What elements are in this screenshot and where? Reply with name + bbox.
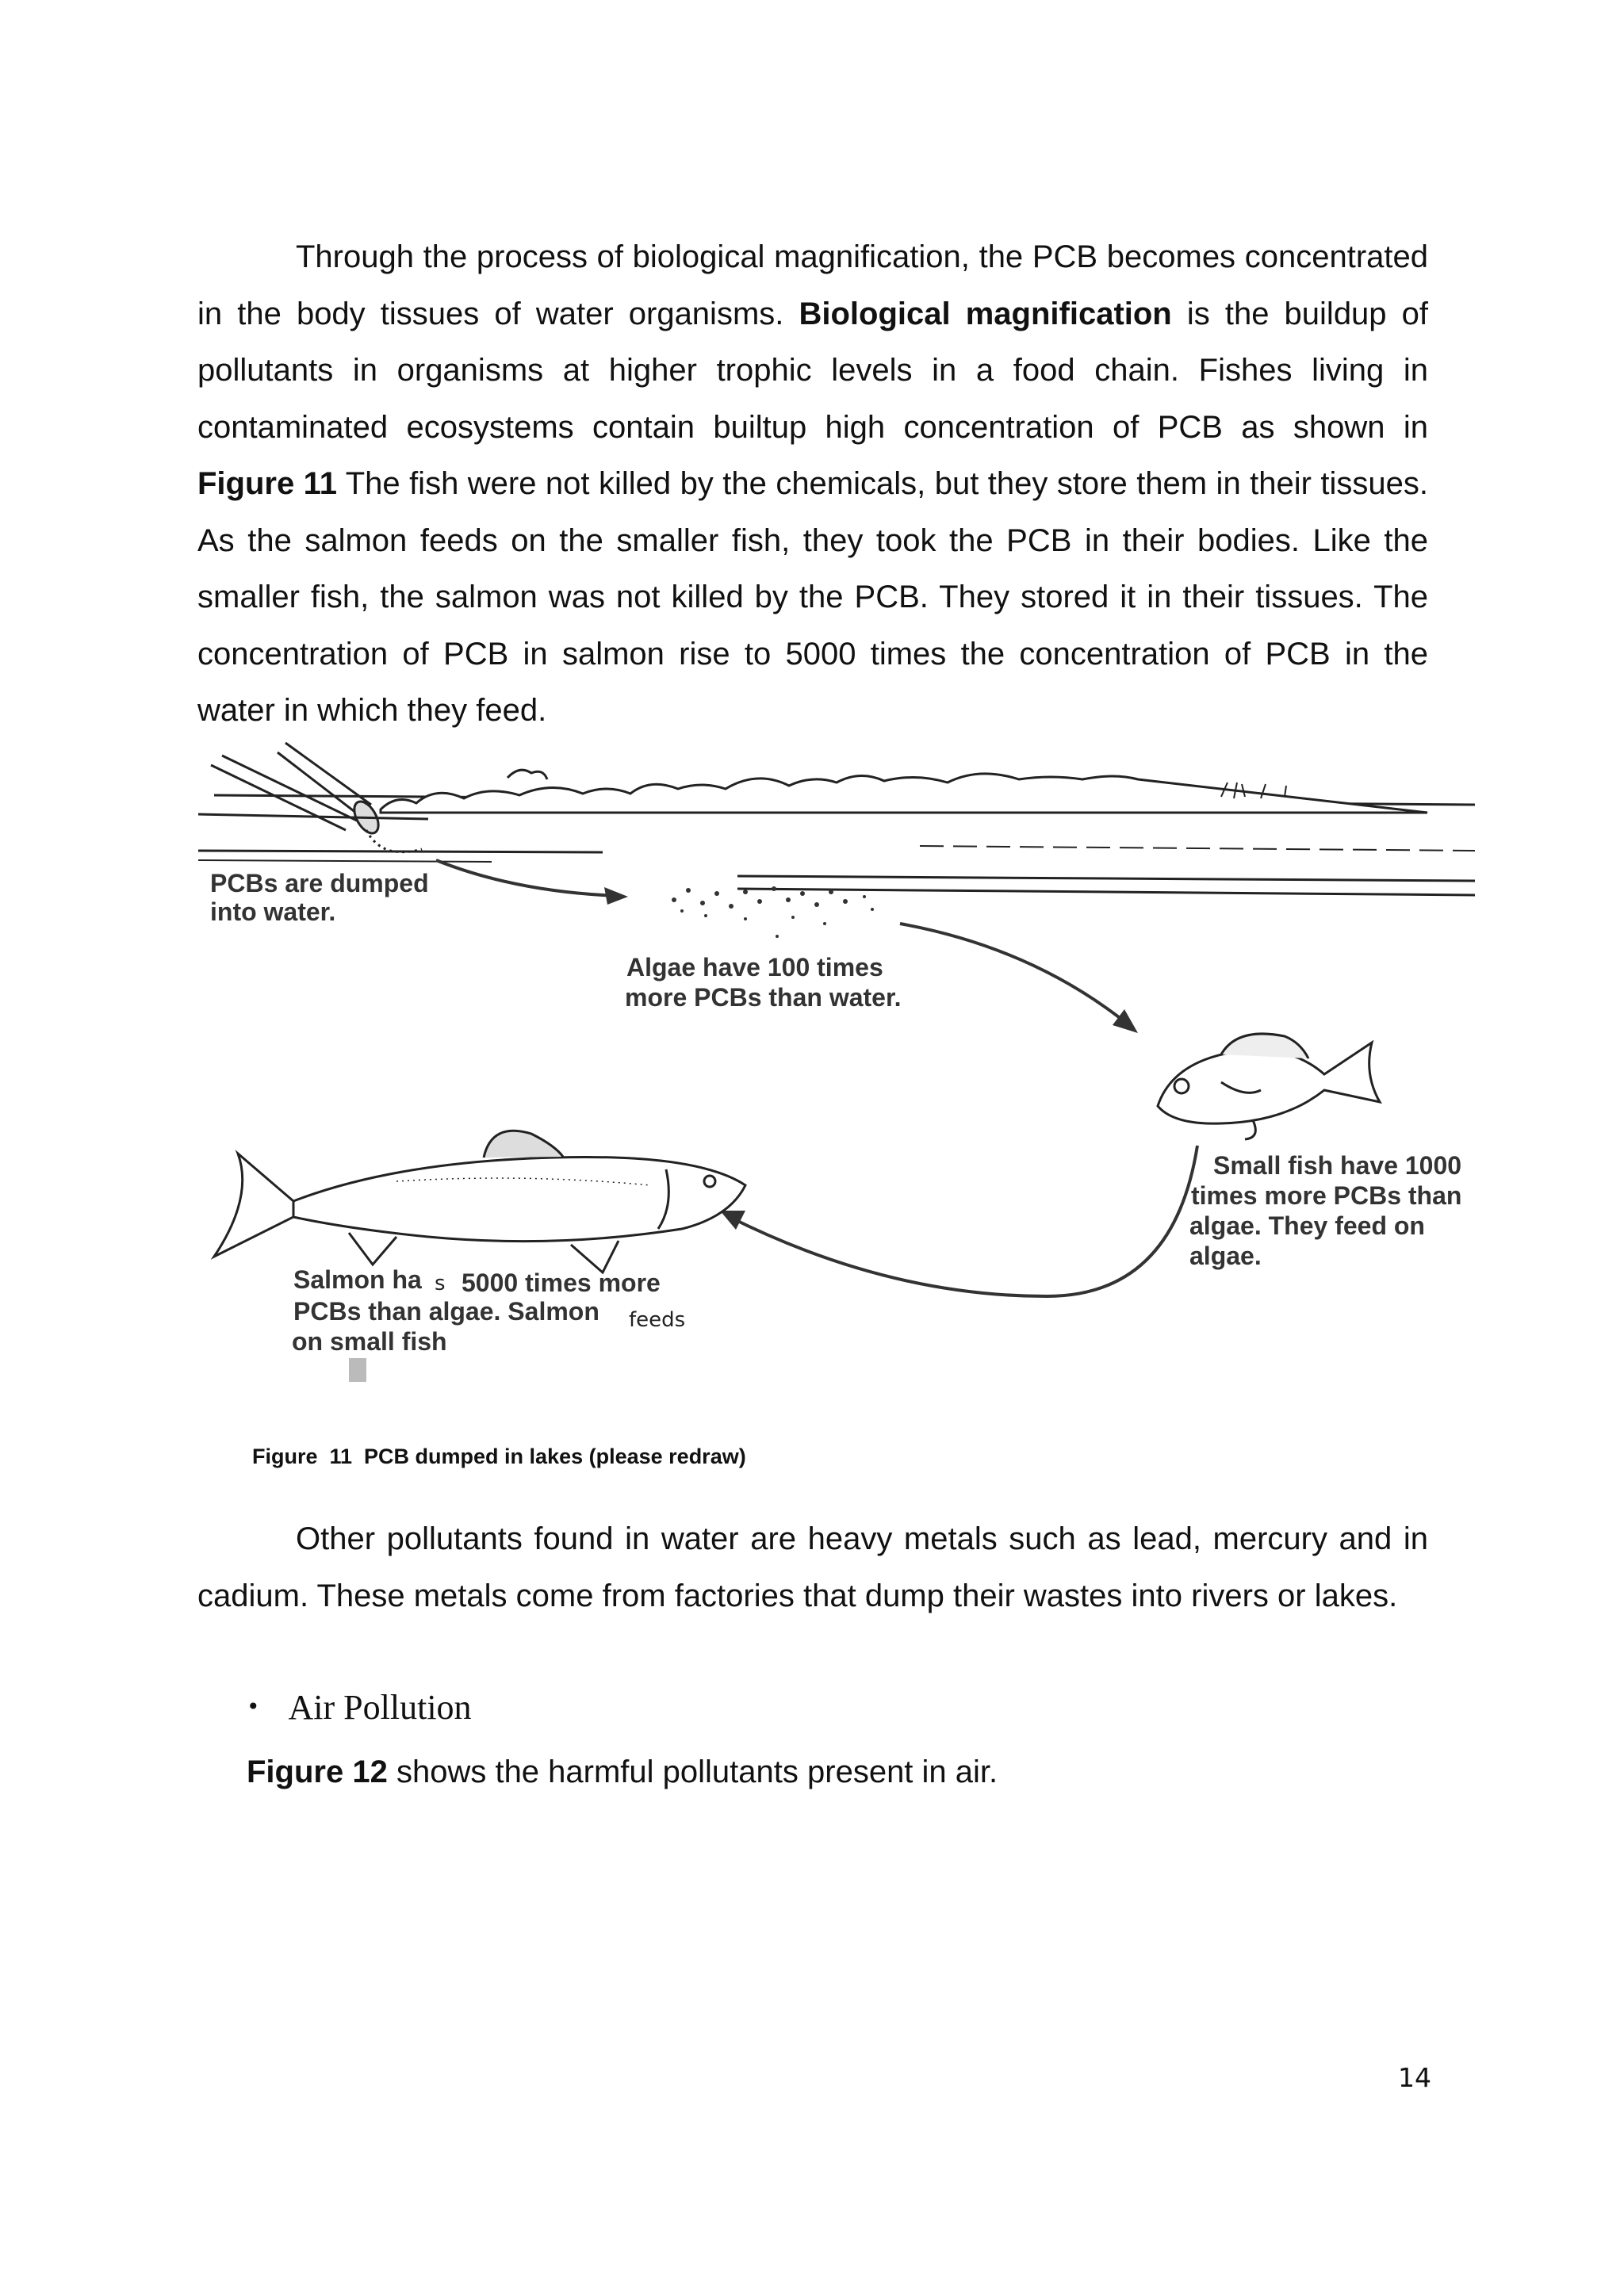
- label-dump-line2: into water.: [210, 897, 336, 926]
- shoreline: [198, 770, 1475, 819]
- label-algae-line2: more PCBs than water.: [625, 983, 902, 1012]
- bullet-icon: •: [247, 1693, 260, 1720]
- section-heading-air-pollution: [247, 1687, 472, 1728]
- paragraph-heavy-metals: Other pollutants found in water are heavy metals such as lead, mercury and in cadium. These metals come from factories that dump their wastes into rivers or lakes.: [197, 1521, 1428, 1613]
- label-salmon-line1a: Salmon ha: [293, 1265, 422, 1294]
- paragraph1-sentence1: Through the process of biological magnification, the PCB becomes concentrated in the body tissues of water organisms.: [197, 239, 1428, 331]
- overlay-feeds: feeds: [629, 1308, 686, 1332]
- figure-11-reference: Figure 11: [197, 466, 337, 501]
- label-dump-line1: PCBs are dumped: [210, 869, 429, 897]
- label-salmon-line3: on small fish: [292, 1327, 447, 1356]
- page-number: 14: [1398, 2062, 1431, 2093]
- figure-12-reference: Figure 12: [247, 1755, 388, 1789]
- label-small-fish-line2: times more PCBs than: [1191, 1181, 1462, 1210]
- figure-12-sentence: [247, 1744, 998, 1801]
- heading-text: Air Pollution: [288, 1688, 472, 1727]
- salmon-drawing: [214, 1131, 745, 1272]
- paragraph1-sentence3: The fish were not killed by the chemicals, but they store them in their tissues. As the salmon feeds on the smaller fish, they took the PCB in their bodies. Like the smaller fish, the salmon was not killed by the PCB. They stored it in their tissues. The concentration of PCB in salmon rise to 5000 times the concentration of PCB in the water in which they feed.: [197, 466, 1429, 728]
- label-salmon-line2a: PCBs than algae. Salmon: [293, 1297, 599, 1326]
- paragraph1-sentence2: is the buildup of pollutants in organisms at higher trophic levels in a food chain. Fishes living in contaminated ecosystems contain builtup high concentration of PCB as shown in: [197, 296, 1429, 445]
- label-small-fish-line4: algae.: [1189, 1242, 1262, 1270]
- label-small-fish-line1: Small fish have 1000: [1213, 1151, 1462, 1180]
- label-salmon-line1b: 5000 times more: [462, 1269, 661, 1297]
- figure-12-text: shows the harmful pollutants present in air.: [387, 1755, 998, 1789]
- small-fish-drawing: [1158, 1034, 1380, 1139]
- label-small-fish-line3: algae. They feed on: [1189, 1211, 1425, 1240]
- overlay-s: s: [435, 1272, 446, 1295]
- label-algae-line1: Algae have 100 times: [626, 953, 883, 982]
- figure-labels: [210, 869, 1461, 1382]
- smudge-mark: [349, 1358, 366, 1382]
- figure-11-caption: Figure 11 PCB dumped in lakes (please redraw): [252, 1445, 746, 1468]
- paragraph-biological-magnification: [197, 229, 1428, 740]
- algae-particles: [672, 886, 874, 938]
- figure-11-illustration: [190, 741, 1475, 1391]
- term-biological-magnification: Biological magnification: [799, 296, 1172, 331]
